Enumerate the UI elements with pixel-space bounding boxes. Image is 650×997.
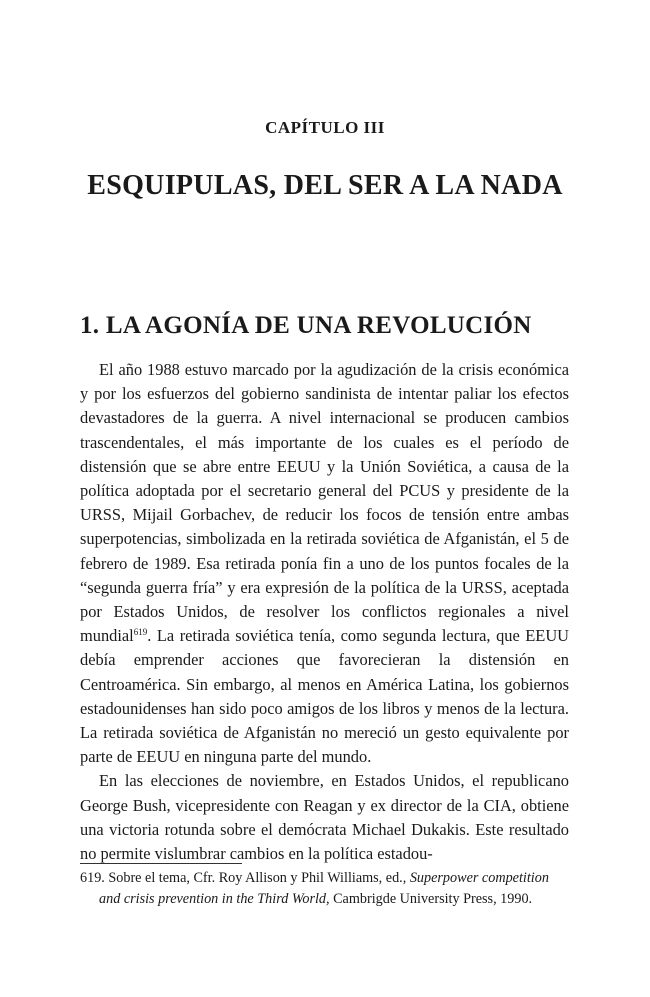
section-heading: 1. LA AGONÍA DE UNA REVOLUCIÓN [80,312,532,339]
footnote-book-title: Superpower competition and crisis prevention in the Third World, [99,870,549,907]
footnote-reference: 619 [133,627,148,638]
chapter-label: CAPÍTULO III [265,118,385,137]
paragraph-1-text-b: . La retirada soviética tenía, como segunda lectura, que EEUU debía emprender acciones que favorecieran la distensión en Centroamérica. Sin embargo, al menos en América Latina, los gobiernos estadounidenses han sido poco amigos de los libros y menos de la lectura. La retirada soviética de Afganistán no mereció un gesto equivalente por parte de EEUU en ninguna parte del mundo. [80,626,569,767]
footnote-text-a: Sobre el tema, Cfr. Roy Allison y Phil Williams, ed., [108,870,407,886]
chapter-title: ESQUIPULAS, DEL SER A LA NADA [87,170,563,201]
footnote-number: 619. [80,870,105,886]
footnote-text-b: Cambrigde University Press, 1990. [333,891,533,907]
paragraph-2: En las elecciones de noviembre, en Estados Unidos, el republicano George Bush, vicepresidente con Reagan y ex director de la CIA, obtiene una victoria rotunda sobre el demócrata Michael Dukakis. Este resultado no permite vislumbrar cambios en la política estadou- [80,771,569,864]
body-text [80,358,569,866]
paragraph-1 [80,358,569,769]
footnote-divider [80,863,242,864]
paragraph-1-text-a: El año 1988 estuvo marcado por la agudización de la crisis económica y por los esfuerzos del gobierno sandinista de intentar paliar los efectos devastadores de la guerra. A nivel internacional se producen cambios trascendentales, el más importante de los cuales es el período de distensión que se abre entre EEUU y la Unión Soviética, a causa de la política adoptada por el secretario general del PCUS y presidente de la URSS, Mijail Gorbachev, de reducir los focos de tensión entre ambas superpotencias, simbolizada en la retirada soviética de Afganistán, el 5 de febrero de 1989. Esa retirada ponía fin a uno de los puntos focales de la “segunda guerra fría” y era expresión de la política de la URSS, aceptada por Estados Unidos, de resolver los conflictos regionales a nivel mundial [80,360,569,646]
footnote [80,868,569,910]
